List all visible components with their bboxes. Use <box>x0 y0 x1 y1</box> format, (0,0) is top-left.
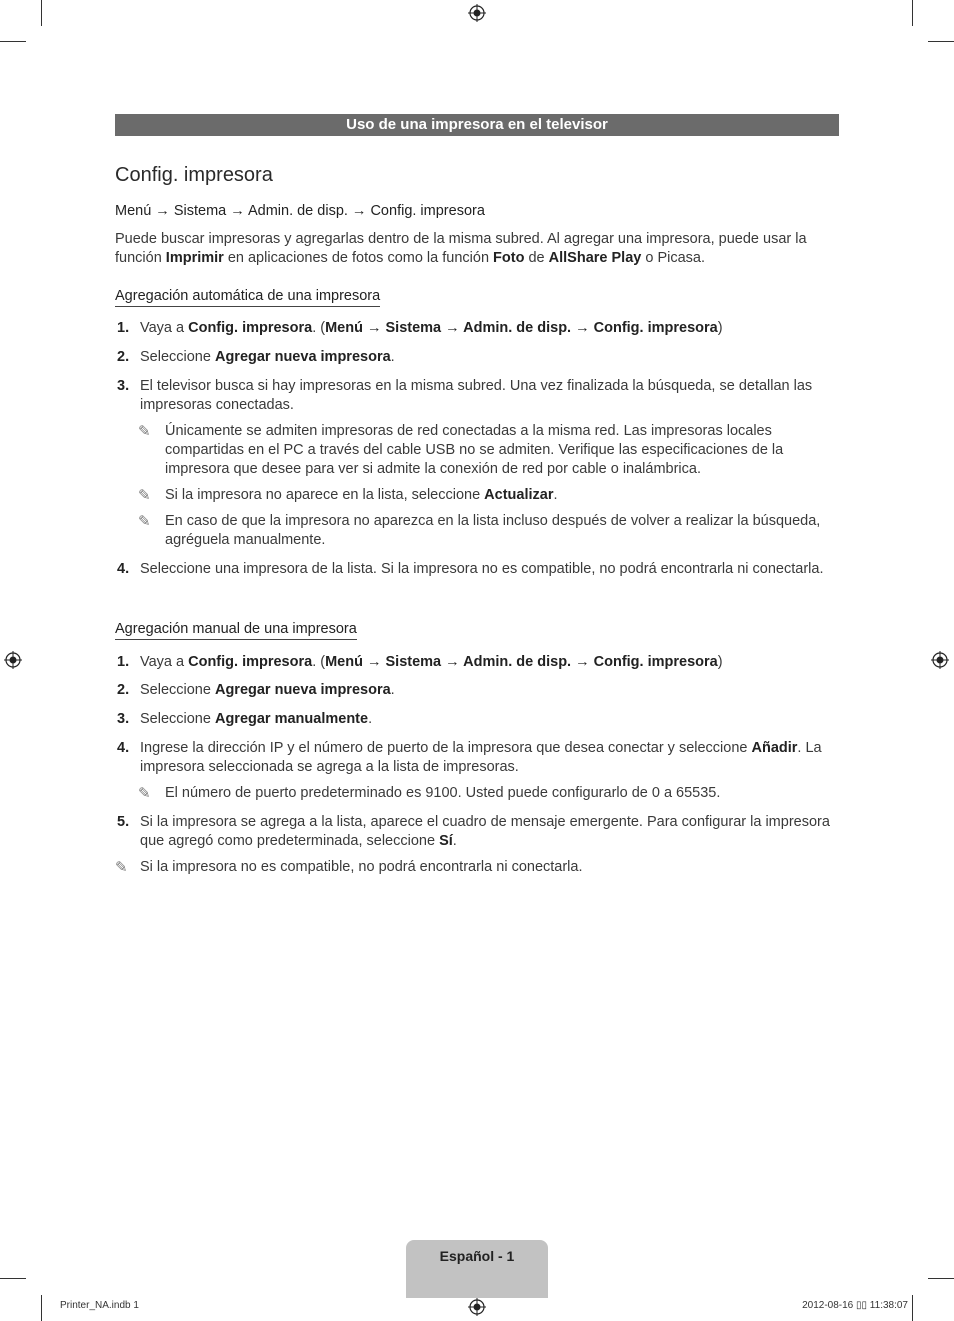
page-number-tab <box>406 1240 548 1298</box>
step-number: 3. <box>117 378 130 394</box>
step-item: 3. El televisor busca si hay impresoras en la misma subred. Una vez finalizada la búsqueda, se detallan las impresoras conectadas. <box>117 378 813 413</box>
note-item: ✎ En caso de que la impresora no aparezca en la lista incluso después de volver a realizar la búsqueda, agréguela manualmente. <box>138 513 821 548</box>
subheading-auto: Agregación automática de una impresora <box>115 288 380 307</box>
registration-mark-icon <box>468 4 486 22</box>
crop-mark <box>41 1295 42 1321</box>
note-pencil-icon: ✎ <box>138 487 151 504</box>
intro-paragraph: Puede buscar impresoras y agregarlas dentro de la misma subred. Al agregar una impresora, puede usar la función Imprimir en aplicaciones de fotos como la función Foto de AllShare Play o Picasa. <box>115 231 807 266</box>
note-item: ✎ Si la impresora no es compatible, no podrá encontrarla ni conectarla. <box>115 859 583 876</box>
crop-mark <box>912 0 913 26</box>
crop-mark <box>0 1278 26 1279</box>
note-item: ✎ El número de puerto predeterminado es 9100. Usted puede configurarlo de 0 a 65535. <box>138 785 721 802</box>
crop-mark <box>0 41 26 42</box>
step-number: 4. <box>117 561 130 577</box>
note-pencil-icon: ✎ <box>138 785 151 802</box>
note-pencil-icon: ✎ <box>115 859 128 876</box>
step-item: 1. Vaya a Config. impresora. (Menú → Sistema → Admin. de disp. → Config. impresora) <box>117 654 723 670</box>
crop-mark <box>928 41 954 42</box>
step-item: 2. Seleccione Agregar nueva impresora. <box>117 682 395 698</box>
note-pencil-icon: ✎ <box>138 513 151 530</box>
footer-timestamp: 2012-08-16 ▯▯ 11:38:07 <box>802 1300 908 1311</box>
step-number: 4. <box>117 740 130 756</box>
footer-filename: Printer_NA.indb 1 <box>60 1300 139 1311</box>
step-item: 4. Seleccione una impresora de la lista. Si la impresora no es compatible, no podrá encontrarla ni conectarla. <box>117 561 824 577</box>
step-number: 2. <box>117 682 130 698</box>
step-number: 3. <box>117 711 130 727</box>
registration-mark-icon <box>468 1298 486 1316</box>
menu-path: Menú → Sistema → Admin. de disp. → Config. impresora <box>115 203 485 219</box>
crop-mark <box>928 1278 954 1279</box>
section-header-bar: Uso de una impresora en el televisor <box>115 114 839 136</box>
page-number: Español - 1 <box>439 1248 515 1264</box>
step-item: 4. Ingrese la dirección IP y el número de puerto de la impresora que desea conectar y seleccione Añadir. La impresora seleccionada se agrega a la lista de impresoras. <box>117 740 822 775</box>
step-number: 1. <box>117 654 130 670</box>
crop-mark <box>41 0 42 26</box>
crop-mark <box>912 1295 913 1321</box>
step-number: 1. <box>117 320 130 336</box>
step-item: 5. Si la impresora se agrega a la lista, aparece el cuadro de mensaje emergente. Para configurar la impresora que agregó como predeterminada, seleccione Sí. <box>117 814 830 849</box>
step-number: 5. <box>117 814 130 830</box>
registration-mark-icon <box>4 651 22 669</box>
step-item: 3. Seleccione Agregar manualmente. <box>117 711 373 727</box>
page-title: Config. impresora <box>115 164 273 186</box>
note-pencil-icon: ✎ <box>138 423 151 440</box>
note-item: ✎ Si la impresora no aparece en la lista, seleccione Actualizar. <box>138 487 558 504</box>
step-number: 2. <box>117 349 130 365</box>
step-item: 2. Seleccione Agregar nueva impresora. <box>117 349 395 365</box>
note-item: ✎ Únicamente se admiten impresoras de red conectadas a la misma red. Las impresoras locales compartidas en el PC a través del cable USB no se admiten. Verifique las especificaciones de la impresora que desee para ver si admite la conexión de red por cable o inalámbrica. <box>138 423 784 477</box>
registration-mark-icon <box>931 651 949 669</box>
step-item: 1. Vaya a Config. impresora. (Menú → Sistema → Admin. de disp. → Config. impresora) <box>117 320 723 336</box>
subheading-manual: Agregación manual de una impresora <box>115 621 357 640</box>
